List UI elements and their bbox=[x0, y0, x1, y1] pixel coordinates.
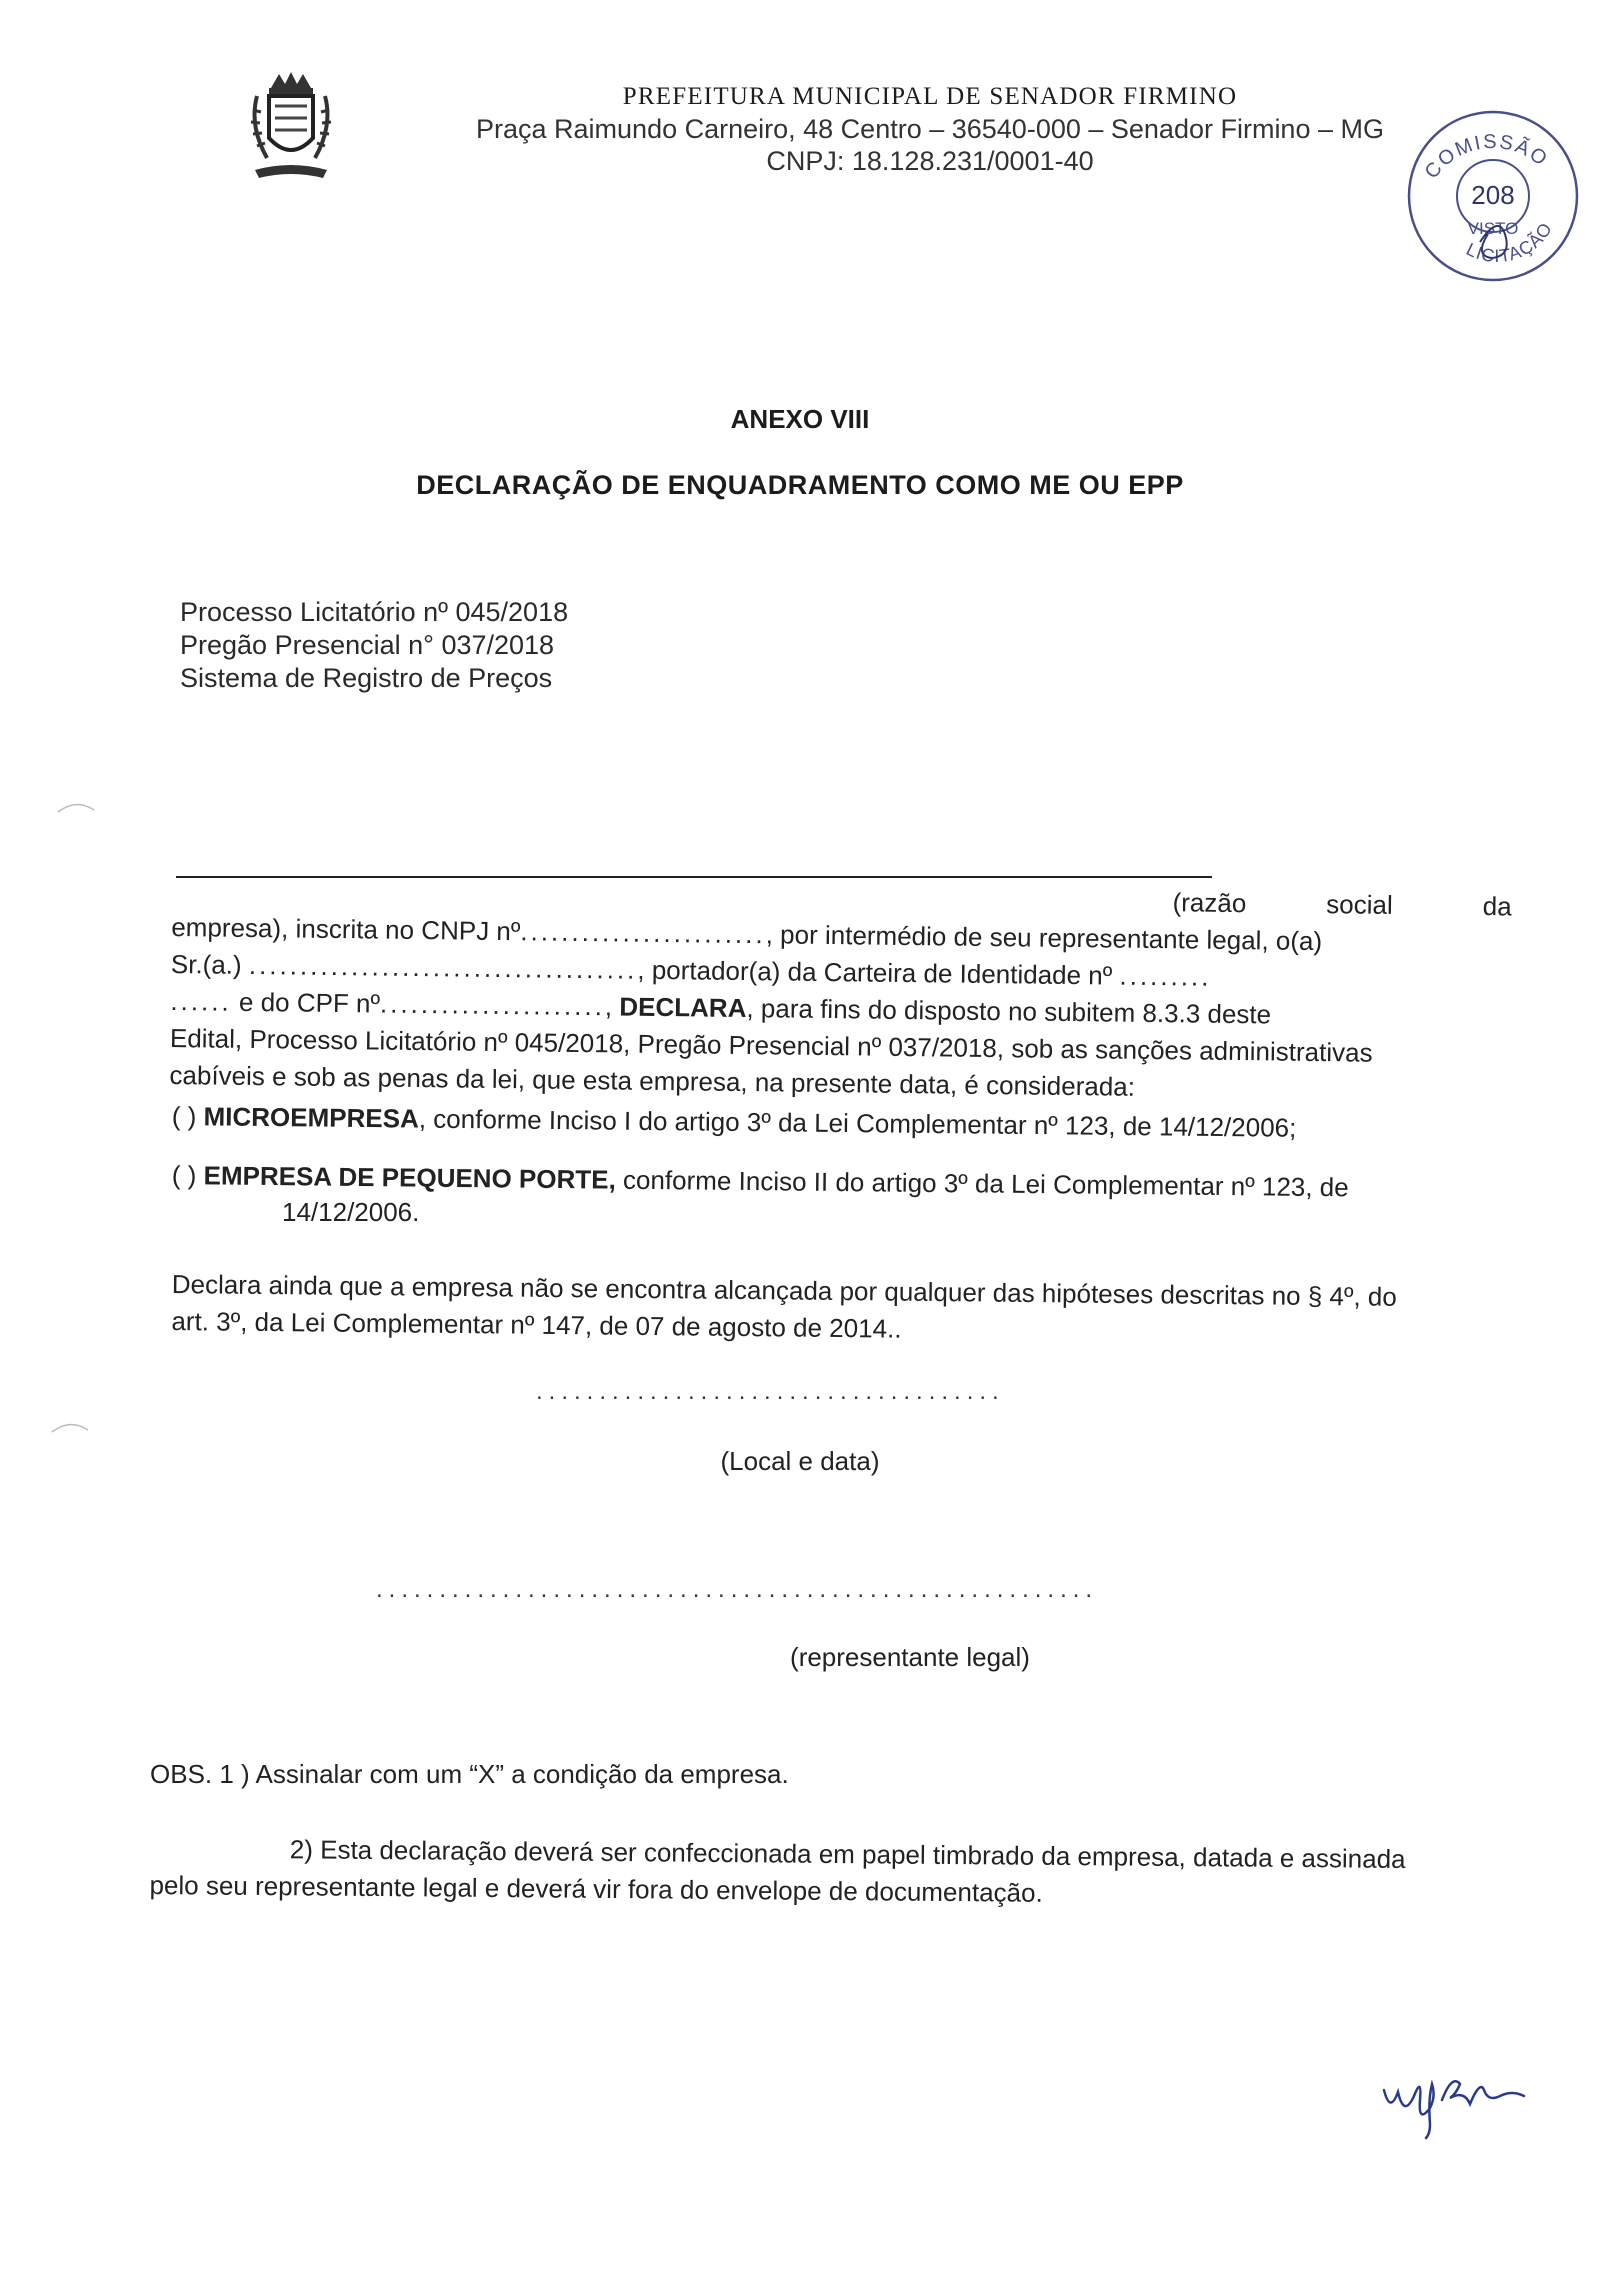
stamp-mid-text: VISTO bbox=[1467, 219, 1519, 238]
stamp-bottom-text: LICITAÇÃO bbox=[1463, 218, 1557, 267]
obs-2: 2) Esta declaração deverá ser confeccionada em papel timbrado da empresa, datada e assinada pelo seu representante legal e deverá vir fora do envelope de documentação. bbox=[149, 1834, 1406, 1908]
checkbox-epp: ( ) bbox=[171, 1159, 197, 1191]
annex-title: ANEXO VIII bbox=[730, 404, 870, 434]
classification-options: ( ) MICROEMPRESA, conforme Inciso I do artigo 3º da Lei Complementar nº 123, de 14/12/2006; ( ) EMPRESA DE PEQUENO PORTE, conforme Inciso II do artigo 3º da Lei Complementar nº 123, de 14/12/2006. bbox=[172, 1098, 1512, 1231]
scan-mark-icon bbox=[50, 1420, 90, 1434]
checkbox-microempresa: ( ) bbox=[171, 1100, 197, 1132]
org-cnpj: CNPJ: 18.128.231/0001-40 bbox=[766, 146, 1094, 177]
declara-keyword: DECLARA bbox=[619, 991, 747, 1023]
stamp-top-text: COMISSÃO bbox=[1420, 130, 1553, 184]
process-info bbox=[180, 596, 568, 695]
option-microempresa: ( ) MICROEMPRESA, conforme Inciso I do artigo 3º da Lei Complementar nº 123, de 14/12/2006; bbox=[171, 1100, 1297, 1143]
coat-of-arms-icon bbox=[245, 66, 337, 186]
scan-mark-icon bbox=[56, 800, 96, 814]
auction-number: Pregão Presencial n° 037/2018 bbox=[180, 629, 555, 660]
da-label: da bbox=[1482, 891, 1512, 922]
stamp-number: 208 bbox=[1471, 180, 1515, 210]
razao-label: (razão bbox=[1172, 887, 1247, 919]
representative-line: ......................................................... bbox=[376, 1576, 1099, 1603]
handwritten-initials bbox=[1378, 2070, 1558, 2140]
declaration-title: DECLARAÇÃO DE ENQUADRAMENTO COMO ME OU EPP bbox=[416, 470, 1184, 500]
letterhead bbox=[440, 82, 1420, 178]
svg-text:COMISSÃO bbox=[1421, 131, 1553, 183]
representative-label: (representante legal) bbox=[790, 1642, 1030, 1672]
social-label: social bbox=[1326, 889, 1393, 920]
obs-1: OBS. 1 ) Assinalar com um “X” a condição da empresa. bbox=[150, 1759, 789, 1789]
registry-system: Sistema de Registro de Preços bbox=[180, 662, 553, 693]
process-number: Processo Licitatório nº 045/2018 bbox=[180, 597, 569, 627]
further-declaration: Declara ainda que a empresa não se encontra alcançada por qualquer das hipóteses descritas no § 4º, do art. 3º, da Lei Complementar nº 147, de 07 de agosto de 2014.. bbox=[171, 1268, 1397, 1344]
org-name: PREFEITURA MUNICIPAL DE SENADOR FIRMINO bbox=[622, 83, 1238, 110]
local-date-line: ..................................... bbox=[536, 1378, 1005, 1405]
option-epp: ( ) EMPRESA DE PEQUENO PORTE, conforme Inciso II do artigo 3º da Lei Complementar nº 123, de bbox=[171, 1159, 1349, 1203]
declaration-paragraph: (razão social da empresa), inscrita no CNPJ nº ........................ , por intermédio de seu representante legal, o(a) Sr.(a.) ...................................... , portador(a) da Carteira de Identidade nº ......... ...... e do CPF nº ...................... , DECLARA , para fins do disposto no subitem 8.3.3 deste Edital, Processo Licitatório nº 045/2018, Pregão Presencial nº 037/2018, sob as sanções administrativas cabíveis e sob as penas da lei, que esta empresa, na presente data, é considerada: bbox=[169, 872, 1512, 1110]
local-date-label: (Local e data) bbox=[720, 1446, 880, 1476]
org-address: Praça Raimundo Carneiro, 48 Centro – 36540-000 – Senador Firmino – MG bbox=[476, 113, 1384, 144]
committee-stamp bbox=[1398, 92, 1588, 292]
